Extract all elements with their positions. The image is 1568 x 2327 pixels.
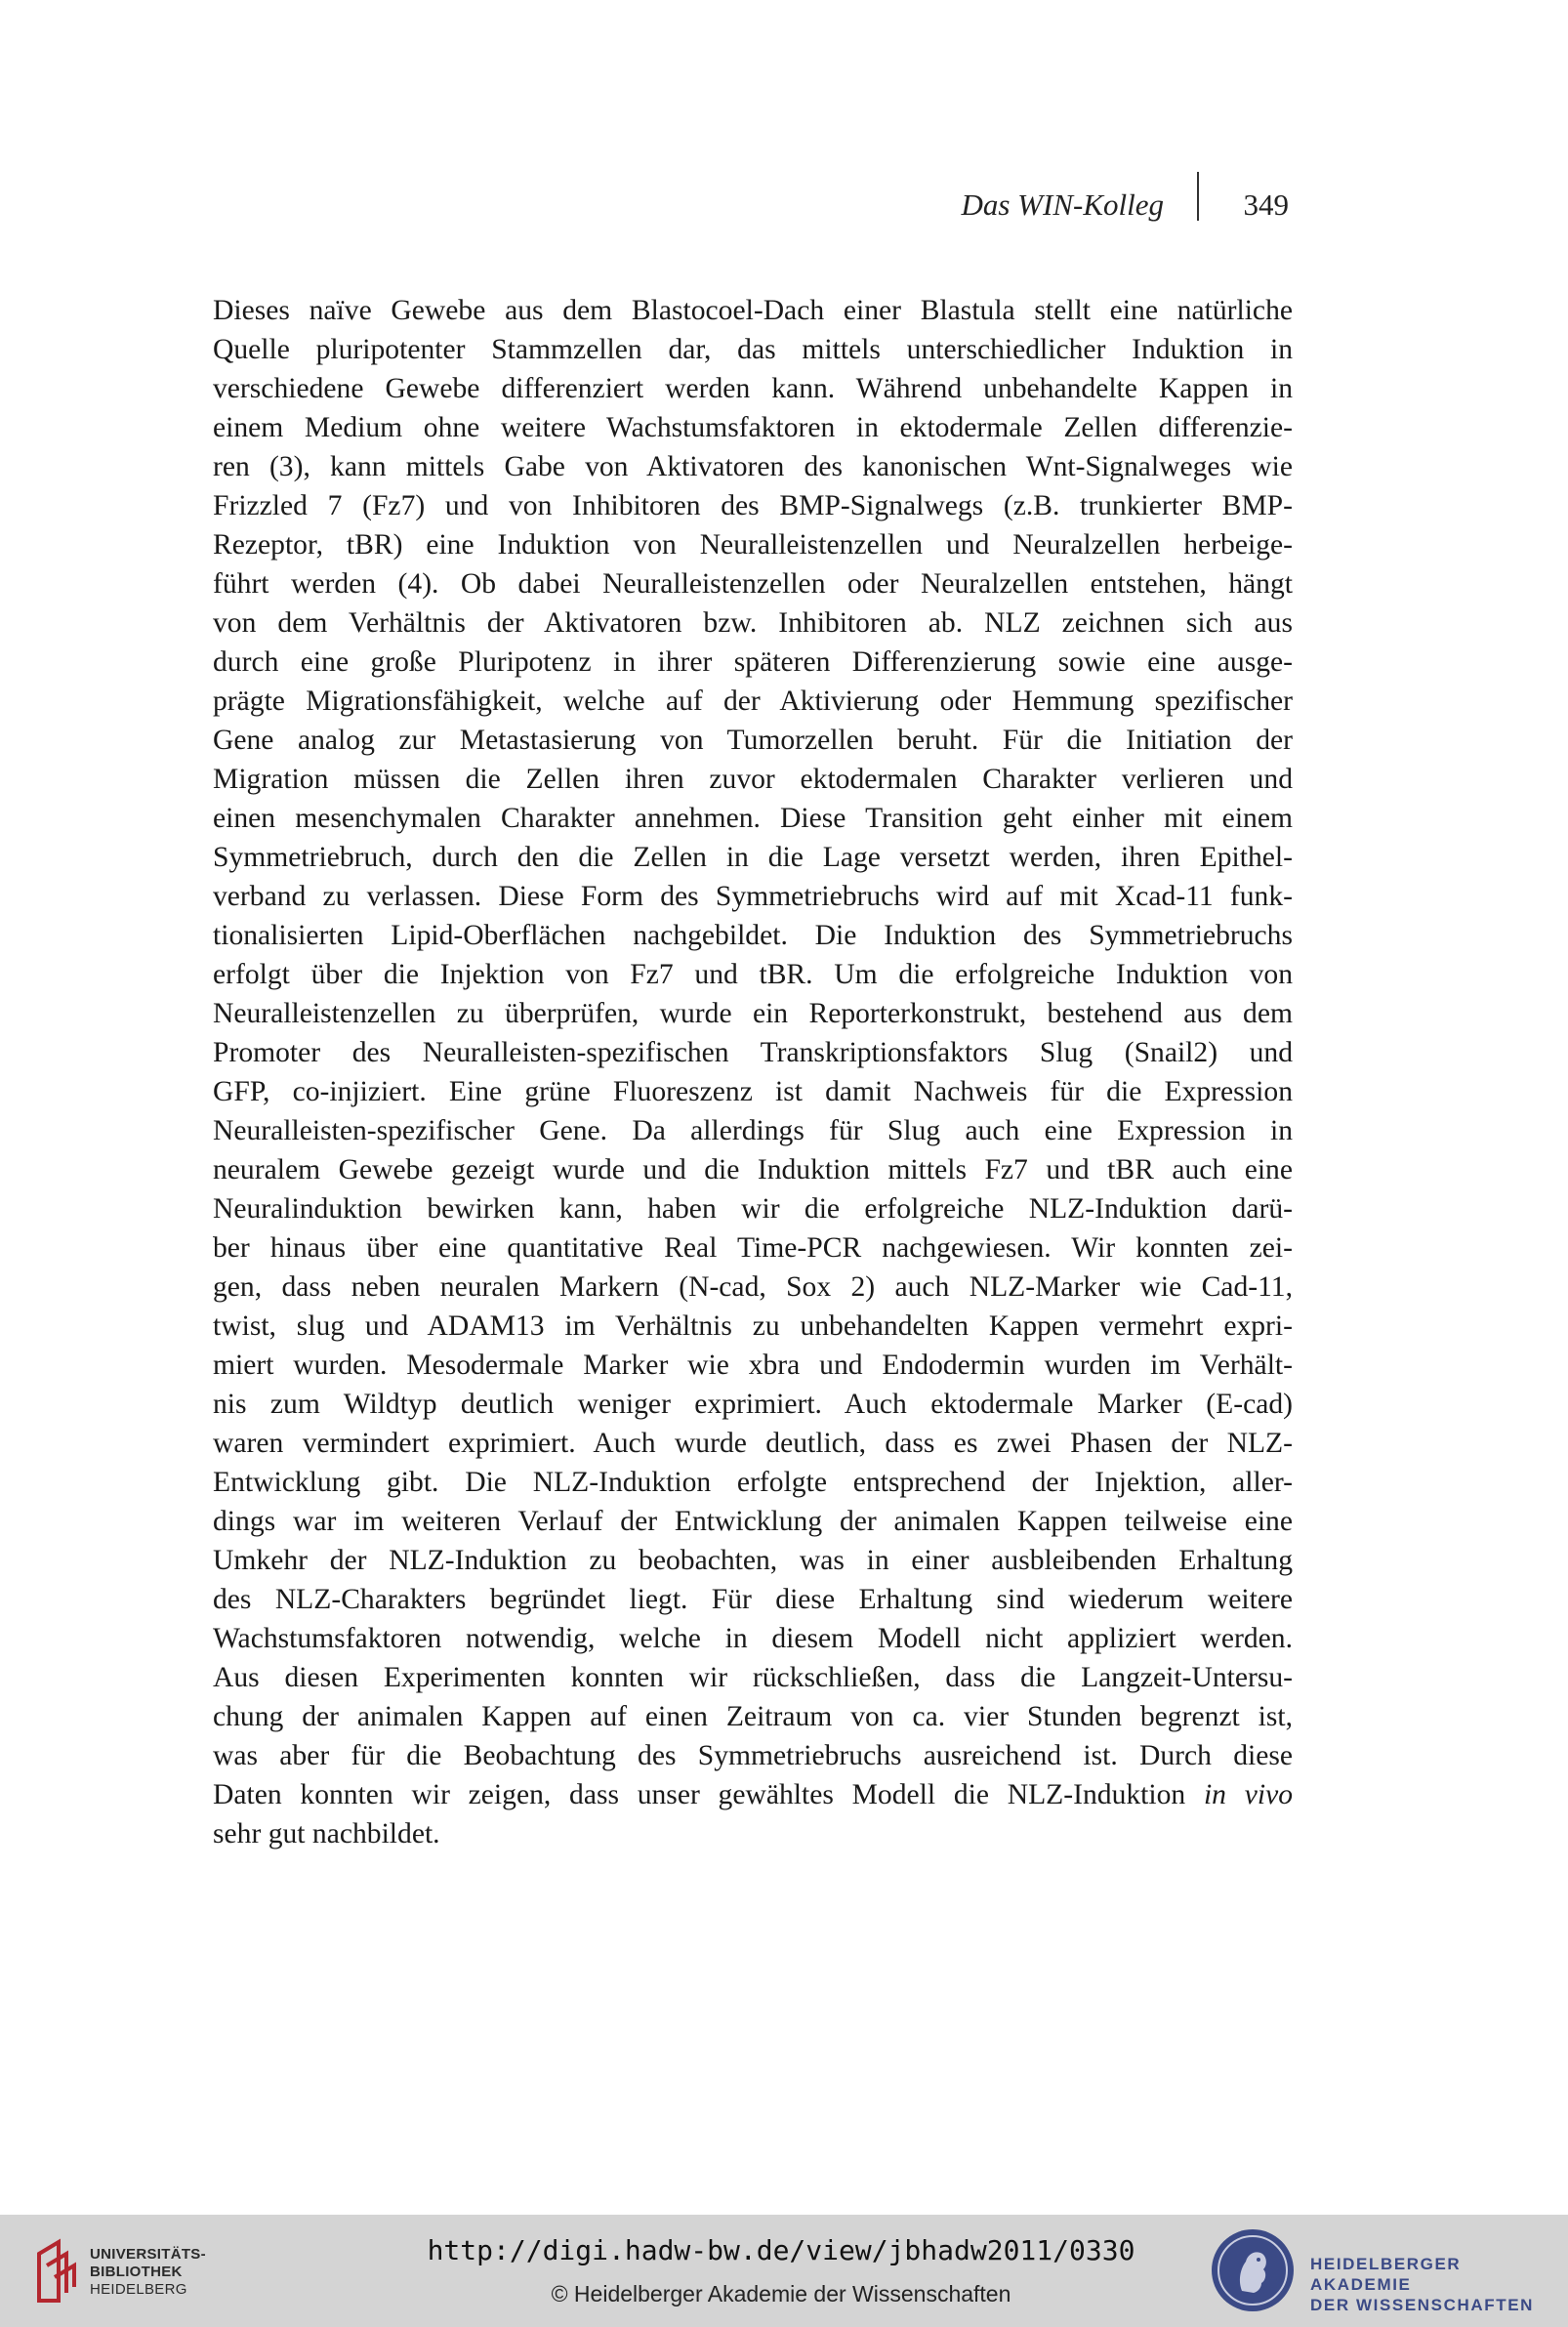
text-line-content: neuralem Gewebe gezeigt wurde und die Induktion mittels Fz7 und tBR auch eine <box>213 1154 1293 1185</box>
text-line <box>213 1385 1293 1424</box>
running-header <box>213 186 1293 225</box>
header-divider <box>1197 172 1199 221</box>
text-line <box>213 799 1293 838</box>
text-line-content: ber hinaus über eine quantitative Real Time-PCR nachgewiesen. Wir konnten zei- <box>213 1232 1293 1264</box>
text-line-content: führt werden (4). Ob dabei Neuralleistenzellen oder Neuralzellen entstehen, hängt <box>213 568 1293 600</box>
text-line <box>213 1541 1293 1580</box>
text-line-content: Entwicklung gibt. Die NLZ-Induktion erfolgte entsprechend der Injektion, aller- <box>213 1467 1293 1498</box>
text-line-content: GFP, co-injiziert. Eine grüne Fluoreszenz ist damit Nachweis für die Expression <box>213 1076 1293 1107</box>
text-line <box>213 721 1293 760</box>
text-line <box>213 1424 1293 1463</box>
text-line <box>213 1228 1293 1267</box>
text-line <box>213 1697 1293 1736</box>
text-line <box>213 486 1293 525</box>
text-line-content: Dieses naïve Gewebe aus dem Blastocoel-Dach einer Blastula stellt eine natürliche <box>213 295 1293 326</box>
text-line <box>213 1463 1293 1502</box>
text-line <box>213 838 1293 877</box>
text-line-content: durch eine große Pluripotenz in ihrer späteren Differenzierung sowie eine ausge- <box>213 646 1293 678</box>
text-line-content: Wachstumsfaktoren notwendig, welche in diesem Modell nicht appliziert werden. <box>213 1623 1293 1654</box>
text-line-content: was aber für die Beobachtung des Symmetriebruchs ausreichend ist. Durch diese <box>213 1740 1293 1771</box>
text-line-content: Neuralinduktion bewirken kann, haben wir die erfolgreiche NLZ-Induktion darü- <box>213 1193 1293 1225</box>
text-line <box>213 1580 1293 1619</box>
text-line <box>213 1619 1293 1658</box>
library-logo-line2: BIBLIOTHEK <box>90 2264 183 2280</box>
text-line <box>213 1346 1293 1385</box>
library-logo-text <box>90 2246 206 2299</box>
text-line-content: waren vermindert exprimiert. Auch wurde deutlich, dass es zwei Phasen der NLZ- <box>213 1428 1293 1459</box>
text-line <box>213 1736 1293 1775</box>
text-line-content: Neuralleisten-spezifischer Gene. Da allerdings für Slug auch eine Expression in <box>213 1115 1293 1146</box>
text-line <box>213 1189 1293 1228</box>
text-line-content: Daten konnten wir zeigen, dass unser gewähltes Modell die NLZ-Induktion <box>213 1779 1186 1810</box>
footer-bar <box>0 2215 1568 2327</box>
text-line <box>213 408 1293 447</box>
text-line-content: ren (3), kann mittels Gabe von Aktivatoren des kanonischen Wnt-Signalweges wie <box>213 451 1293 482</box>
text-line-content: Aus diesen Experimenten konnten wir rückschließen, dass die Langzeit-Untersu- <box>213 1662 1293 1693</box>
text-line-content: prägte Migrationsfähigkeit, welche auf der Aktivierung oder Hemmung spezifischer <box>213 686 1293 717</box>
text-line-content: Migration müssen die Zellen ihren zuvor ektodermalen Charakter verlieren und <box>213 764 1293 795</box>
text-line <box>213 1775 1293 1814</box>
text-line <box>213 1033 1293 1072</box>
text-line <box>213 760 1293 799</box>
academy-seal-icon <box>1209 2226 1297 2314</box>
copyright-notice: © Heidelberger Akademie der Wissenschaften <box>551 2281 1011 2306</box>
text-line <box>213 564 1293 603</box>
text-line <box>213 1658 1293 1697</box>
text-line <box>213 955 1293 994</box>
library-mark-icon <box>33 2232 92 2310</box>
text-line <box>213 291 1293 330</box>
page-number: 349 <box>1243 187 1289 222</box>
text-line-content: einem Medium ohne weitere Wachstumsfaktoren in ektodermale Zellen differenzie- <box>213 412 1293 443</box>
text-line-content: twist, slug und ADAM13 im Verhältnis zu unbehandelten Kappen vermehrt expri- <box>213 1310 1293 1342</box>
text-line-content: miert wurden. Mesodermale Marker wie xbra und Endodermin wurden im Verhält- <box>213 1350 1293 1381</box>
text-line-content: des NLZ-Charakters begründet liegt. Für diese Erhaltung sind wiederum weitere <box>213 1584 1293 1615</box>
text-line <box>213 994 1293 1033</box>
library-logo-line3: HEIDELBERG <box>90 2281 187 2298</box>
text-line-content: von dem Verhältnis der Aktivatoren bzw. Inhibitoren ab. NLZ zeichnen sich aus <box>213 607 1293 639</box>
text-line <box>213 1111 1293 1150</box>
text-line <box>213 877 1293 916</box>
text-line <box>213 1072 1293 1111</box>
text-line-content: chung der animalen Kappen auf einen Zeitraum von ca. vier Stunden begrenzt ist, <box>213 1701 1293 1732</box>
text-line <box>213 1150 1293 1189</box>
text-line-content: Gene analog zur Metastasierung von Tumorzellen beruht. Für die Initiation der <box>213 725 1293 756</box>
text-line <box>213 682 1293 721</box>
text-line <box>213 1307 1293 1346</box>
text-line <box>213 1267 1293 1307</box>
text-line-content: einen mesenchymalen Charakter annehmen. Diese Transition geht einher mit einem <box>213 803 1293 834</box>
text-line <box>213 643 1293 682</box>
text-line <box>213 447 1293 486</box>
source-url-link[interactable]: http://digi.hadw-bw.de/view/jbhadw2011/0330 <box>427 2234 1135 2266</box>
text-line <box>213 330 1293 369</box>
text-line-content: erfolgt über die Injektion von Fz7 und tBR. Um die erfolgreiche Induktion von <box>213 959 1293 990</box>
text-line-final: sehr gut nachbildet. <box>213 1818 440 1849</box>
library-logo-line1: UNIVERSITÄTS- <box>90 2246 206 2263</box>
text-line-content: dings war im weiteren Verlauf der Entwicklung der animalen Kappen teilweise eine <box>213 1506 1293 1537</box>
text-line <box>213 1502 1293 1541</box>
text-line-content: Umkehr der NLZ-Induktion zu beobachten, was in einer ausbleibenden Erhaltung <box>213 1545 1293 1576</box>
text-line <box>213 916 1293 955</box>
text-line-content: Quelle pluripotenter Stammzellen dar, das mittels unterschiedlicher Induktion in <box>213 334 1293 365</box>
italic-term: in vivo <box>1203 1779 1293 1810</box>
text-line <box>213 369 1293 408</box>
text-line-content: nis zum Wildtyp deutlich weniger exprimiert. Auch ektodermale Marker (E-cad) <box>213 1389 1293 1420</box>
text-line-content: Rezeptor, tBR) eine Induktion von Neuralleistenzellen und Neuralzellen herbeige- <box>213 529 1293 561</box>
text-line-content: verschiedene Gewebe differenziert werden kann. Während unbehandelte Kappen in <box>213 373 1293 404</box>
text-line-content: gen, dass neben neuralen Markern (N-cad, Sox 2) auch NLZ-Marker wie Cad-11, <box>213 1271 1293 1303</box>
text-line-content: verband zu verlassen. Diese Form des Symmetriebruchs wird auf mit Xcad-11 funk- <box>213 881 1293 912</box>
text-line-content: Frizzled 7 (Fz7) und von Inhibitoren des BMP-Signalwegs (z.B. trunkierter BMP- <box>213 490 1293 521</box>
text-line <box>213 603 1293 643</box>
body-paragraph <box>213 291 1293 1853</box>
text-line <box>213 525 1293 564</box>
academy-logo-line2: DER WISSENSCHAFTEN <box>1310 2296 1535 2314</box>
academy-logo[interactable] <box>1209 2226 1550 2316</box>
academy-logo-text <box>1310 2254 1550 2315</box>
text-line-content: tionalisierten Lipid-Oberflächen nachgebildet. Die Induktion des Symmetriebruchs <box>213 920 1293 951</box>
text-line-content: Promoter des Neuralleisten-spezifischen Transkriptionsfaktors Slug (Snail2) und <box>213 1037 1293 1068</box>
academy-logo-line1: HEIDELBERGER AKADEMIE <box>1310 2255 1462 2294</box>
university-library-logo[interactable] <box>33 2232 238 2310</box>
running-title: Das WIN-Kolleg <box>961 187 1164 222</box>
text-line-content: Neuralleistenzellen zu überprüfen, wurde ein Reporterkonstrukt, bestehend aus dem <box>213 998 1293 1029</box>
text-line-content: Symmetriebruch, durch den die Zellen in die Lage versetzt werden, ihren Epithel- <box>213 842 1293 873</box>
